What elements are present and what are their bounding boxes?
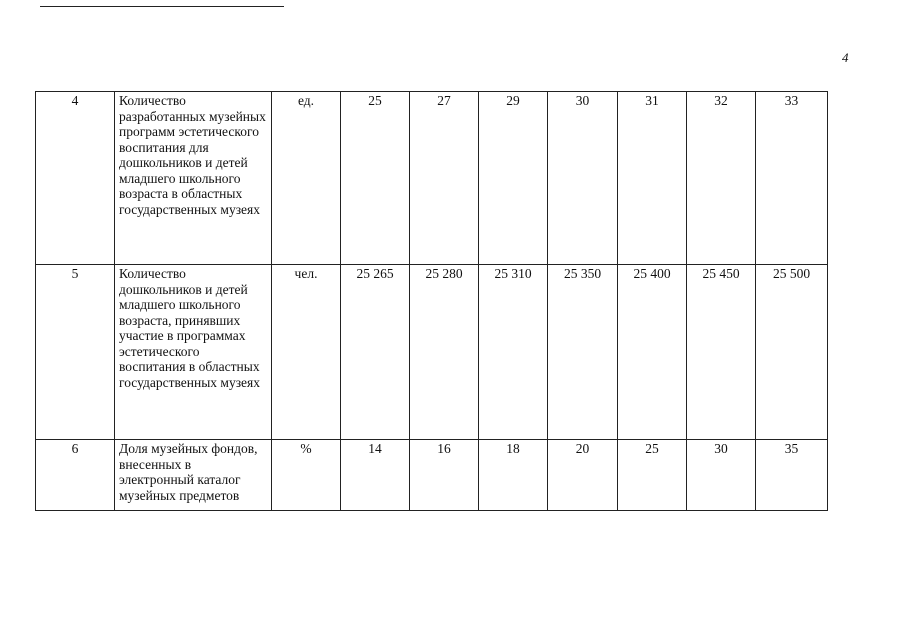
value-cell: 25 [618,440,687,511]
unit-cell: чел. [272,265,341,440]
row-number: 6 [36,440,115,511]
value-cell: 18 [479,440,548,511]
value-cell: 25 280 [410,265,479,440]
value-cell: 25 265 [341,265,410,440]
row-number: 4 [36,92,115,265]
unit-cell: % [272,440,341,511]
row-number: 5 [36,265,115,440]
value-cell: 29 [479,92,548,265]
value-cell: 30 [548,92,618,265]
indicator-table [35,91,828,511]
table-row [36,265,828,440]
indicator-name: Количество дошкольников и детей младшего школьного возраста, принявших участие в программах эстетического воспитания в областных государственных музеях [115,265,272,440]
value-cell: 27 [410,92,479,265]
value-cell: 31 [618,92,687,265]
unit-cell: ед. [272,92,341,265]
value-cell: 35 [756,440,828,511]
indicator-name: Количество разработанных музейных программ эстетического воспитания для дошкольников и детей младшего школьного возраста в областных государственных музеях [115,92,272,265]
indicator-name: Доля музейных фондов, внесенных в электронный каталог музейных предметов [115,440,272,511]
value-cell: 25 500 [756,265,828,440]
table-row [36,92,828,265]
top-rule [40,6,284,7]
value-cell: 14 [341,440,410,511]
value-cell: 30 [687,440,756,511]
value-cell: 25 350 [548,265,618,440]
value-cell: 25 400 [618,265,687,440]
page-number: 4 [842,50,849,65]
value-cell: 25 450 [687,265,756,440]
value-cell: 20 [548,440,618,511]
table-row [36,440,828,511]
value-cell: 25 310 [479,265,548,440]
value-cell: 25 [341,92,410,265]
value-cell: 33 [756,92,828,265]
value-cell: 32 [687,92,756,265]
value-cell: 16 [410,440,479,511]
